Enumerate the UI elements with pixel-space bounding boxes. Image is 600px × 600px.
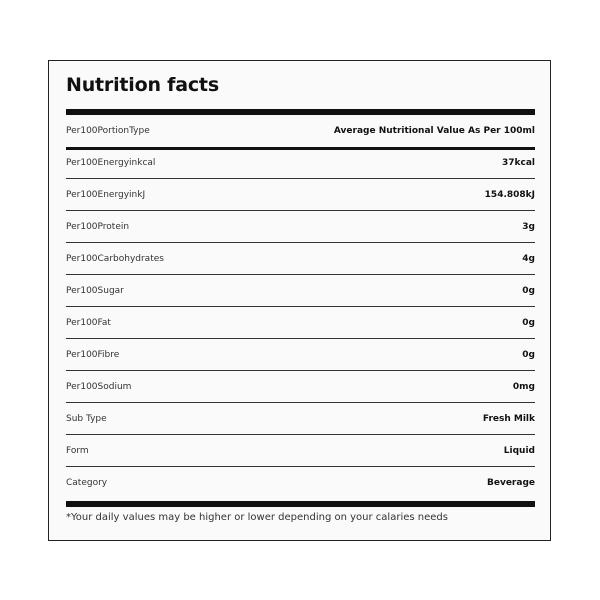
row-label: Per100Fibre — [66, 349, 120, 360]
table-row — [66, 211, 535, 243]
row-label: Per100Protein — [66, 221, 130, 232]
row-label: Sub Type — [66, 413, 107, 424]
row-label: Per100Carbohydrates — [66, 253, 164, 264]
row-value: 4g — [522, 253, 535, 264]
table-row — [66, 275, 535, 307]
table-row — [66, 435, 535, 467]
table-row — [66, 403, 535, 435]
row-value: 0mg — [512, 381, 535, 392]
row-label: Category — [66, 478, 108, 488]
row-value: 3g — [522, 221, 535, 232]
table-row — [66, 307, 535, 339]
row-label: Per100Sodium — [66, 381, 132, 392]
nutrition-facts-title: Nutrition facts — [66, 74, 219, 96]
row-value: 0g — [522, 349, 535, 360]
row-label: Per100PortionType — [66, 126, 150, 136]
table-row — [66, 243, 535, 275]
row-value: 0g — [522, 317, 535, 328]
table-row — [66, 467, 535, 499]
row-value: 154.808kJ — [484, 189, 535, 200]
row-label: Per100Energyinkcal — [66, 157, 156, 168]
header-divider — [66, 147, 535, 150]
nutrition-table — [66, 115, 535, 499]
row-label: Form — [66, 445, 89, 456]
table-row — [66, 179, 535, 211]
row-value: Fresh Milk — [482, 413, 535, 424]
footer-divider — [66, 501, 535, 507]
row-label: Per100EnergyinkJ — [66, 189, 146, 200]
row-value: 37kcal — [501, 157, 535, 168]
nutrition-facts-panel — [48, 60, 551, 541]
table-row — [66, 147, 535, 179]
row-label: Per100Sugar — [66, 285, 124, 296]
table-row — [66, 115, 535, 147]
row-value: Beverage — [487, 478, 535, 488]
row-value: 0g — [522, 285, 535, 296]
row-label: Per100Fat — [66, 317, 111, 328]
table-row — [66, 339, 535, 371]
table-row — [66, 371, 535, 403]
row-value: Average Nutritional Value As Per 100ml — [333, 126, 535, 136]
row-value: Liquid — [503, 445, 535, 456]
daily-values-footnote: *Your daily values may be higher or lower depending on your calaries needs — [66, 512, 448, 523]
